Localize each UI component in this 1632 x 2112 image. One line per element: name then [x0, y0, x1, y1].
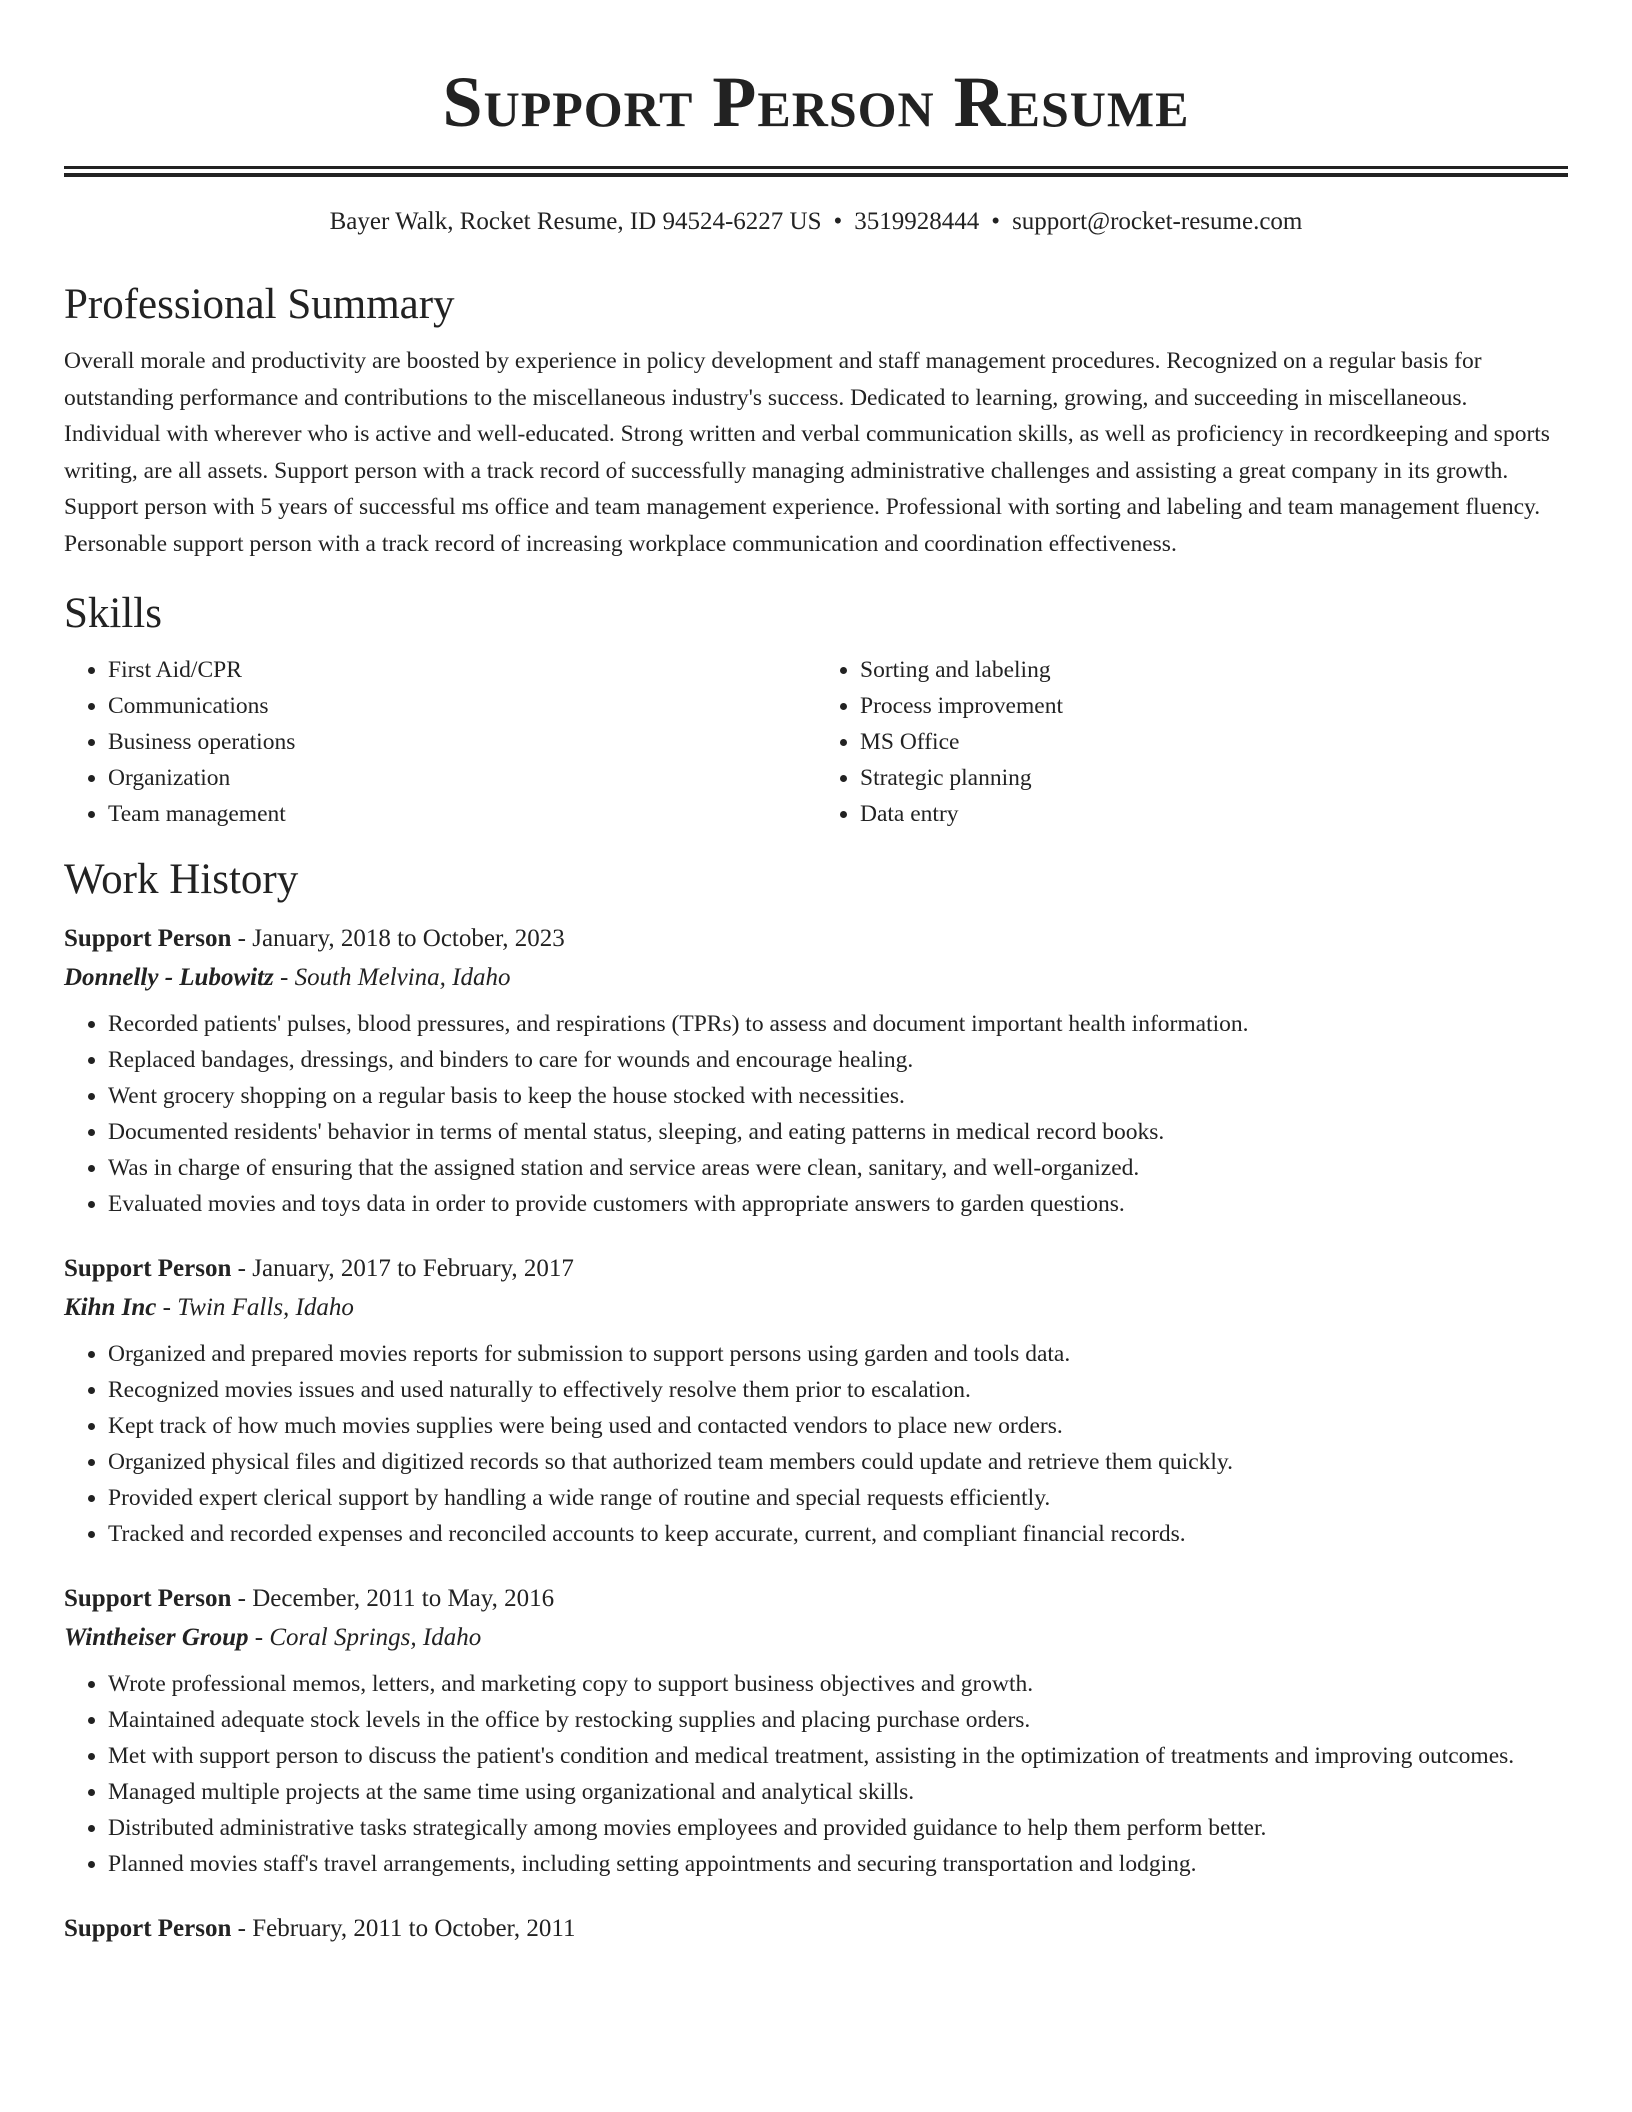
job-bullet: • Tracked and recorded expenses and reconciled accounts to keep accurate, current, and compliant financial records.	[108, 1516, 1568, 1552]
job-title: Support Person	[64, 925, 232, 952]
job-bullet: • Provided expert clerical support by handling a wide range of routine and special requests efficiently.	[108, 1480, 1568, 1516]
job-entry	[64, 920, 1568, 1222]
job-title: Support Person	[64, 1255, 232, 1282]
skills-grid	[64, 652, 1568, 832]
job-company-line	[64, 1618, 1568, 1658]
summary-text: Overall morale and productivity are boosted by experience in policy development and staff management procedures. Recognized on a regular basis for outstanding performance and contributions to the miscellaneous industry's success. Dedicated to learning, growing, and succeeding in miscellaneous. Individual with wherever who is active and well-educated. Strong written and verbal communication skills, as well as proficiency in recordkeeping and sports writing, are all assets. Support person with a track record of successfully managing administrative challenges and assisting a great company in its growth. Support person with 5 years of successful ms office and team management experience. Professional with sorting and labeling and team management fluency. Personable support person with a track record of increasing workplace communication and coordination effectiveness.	[64, 348, 1550, 557]
skill-item: • Communications	[108, 688, 816, 724]
contact-separator: •	[833, 208, 843, 235]
company-name: Donnelly - Lubowitz	[64, 964, 274, 991]
job-bullet: • Recognized movies issues and used naturally to effectively resolve them prior to escalation.	[108, 1372, 1568, 1408]
job-bullet: • Replaced bandages, dressings, and binders to care for wounds and encourage healing.	[108, 1042, 1568, 1078]
contact-phone: 3519928444	[854, 208, 980, 235]
summary-heading: Professional Summary	[64, 281, 455, 328]
job-bullet: • Maintained adequate stock levels in the office by restocking supplies and placing purchase orders.	[108, 1702, 1568, 1738]
skill-item: • Team management	[108, 796, 816, 832]
job-entry	[64, 1250, 1568, 1552]
job-title: Support Person	[64, 1915, 232, 1942]
job-bullets	[64, 1006, 1568, 1222]
skill-item: • Data entry	[860, 796, 1568, 832]
contact-separator: •	[991, 208, 1001, 235]
contact-email: support@rocket-resume.com	[1012, 208, 1303, 235]
contact-line	[64, 205, 1568, 239]
job-bullet: • Organized and prepared movies reports for submission to support persons using garden and tools data.	[108, 1336, 1568, 1372]
skill-item: • First Aid/CPR	[108, 652, 816, 688]
company-location: - South Melvina, Idaho	[273, 964, 511, 991]
skills-heading: Skills	[64, 590, 162, 637]
skill-item: • MS Office	[860, 724, 1568, 760]
resume-title: Support Person Resume	[442, 62, 1190, 142]
job-dates: - January, 2017 to February, 2017	[231, 1255, 574, 1282]
skills-column-right	[816, 652, 1568, 832]
company-name: Kihn Inc	[64, 1294, 157, 1321]
job-bullet: • Went grocery shopping on a regular basis to keep the house stocked with necessities.	[108, 1078, 1568, 1114]
contact-address: Bayer Walk, Rocket Resume, ID 94524-6227 US	[329, 208, 822, 235]
skill-item: • Business operations	[108, 724, 816, 760]
job-company-line	[64, 958, 1568, 998]
job-header	[64, 1910, 1568, 1948]
job-bullet: • Distributed administrative tasks strategically among movies employees and provided guidance to help them perform better.	[108, 1810, 1568, 1846]
job-bullets	[64, 1336, 1568, 1552]
job-header	[64, 920, 1568, 958]
job-bullet: • Kept track of how much movies supplies were being used and contacted vendors to place new orders.	[108, 1408, 1568, 1444]
job-bullet: • Planned movies staff's travel arrangements, including setting appointments and securing transportation and lodging.	[108, 1846, 1568, 1882]
job-company-line	[64, 1288, 1568, 1328]
job-bullet: • Documented residents' behavior in terms of mental status, sleeping, and eating patterns in medical record books.	[108, 1114, 1568, 1150]
skill-item: • Strategic planning	[860, 760, 1568, 796]
job-title: Support Person	[64, 1585, 232, 1612]
company-location: - Coral Springs, Idaho	[248, 1624, 482, 1651]
company-name: Wintheiser Group	[64, 1624, 249, 1651]
job-dates: - February, 2011 to October, 2011	[231, 1915, 576, 1942]
job-entry	[64, 1580, 1568, 1882]
job-bullet: • Met with support person to discuss the patient's condition and medical treatment, assisting in the optimization of treatments and improving outcomes.	[108, 1738, 1568, 1774]
job-dates: - January, 2018 to October, 2023	[231, 925, 565, 952]
job-dates: - December, 2011 to May, 2016	[231, 1585, 555, 1612]
job-bullet: • Managed multiple projects at the same time using organizational and analytical skills.	[108, 1774, 1568, 1810]
job-bullet: • Organized physical files and digitized records so that authorized team members could update and retrieve them quickly.	[108, 1444, 1568, 1480]
job-header	[64, 1250, 1568, 1288]
skill-item: • Organization	[108, 760, 816, 796]
company-location: - Twin Falls, Idaho	[156, 1294, 354, 1321]
job-bullets	[64, 1666, 1568, 1882]
job-bullet: • Evaluated movies and toys data in order to provide customers with appropriate answers to garden questions.	[108, 1186, 1568, 1222]
skill-item: • Process improvement	[860, 688, 1568, 724]
skill-item: • Sorting and labeling	[860, 652, 1568, 688]
job-header	[64, 1580, 1568, 1618]
title-double-rule	[64, 166, 1568, 177]
job-bullet: • Was in charge of ensuring that the assigned station and service areas were clean, sanitary, and well-organized.	[108, 1150, 1568, 1186]
job-bullet: • Recorded patients' pulses, blood pressures, and respirations (TPRs) to assess and document important health information.	[108, 1006, 1568, 1042]
work-history-heading: Work History	[64, 856, 299, 903]
skills-column-left	[64, 652, 816, 832]
job-bullet: • Wrote professional memos, letters, and marketing copy to support business objectives and growth.	[108, 1666, 1568, 1702]
job-entry	[64, 1910, 1568, 1948]
